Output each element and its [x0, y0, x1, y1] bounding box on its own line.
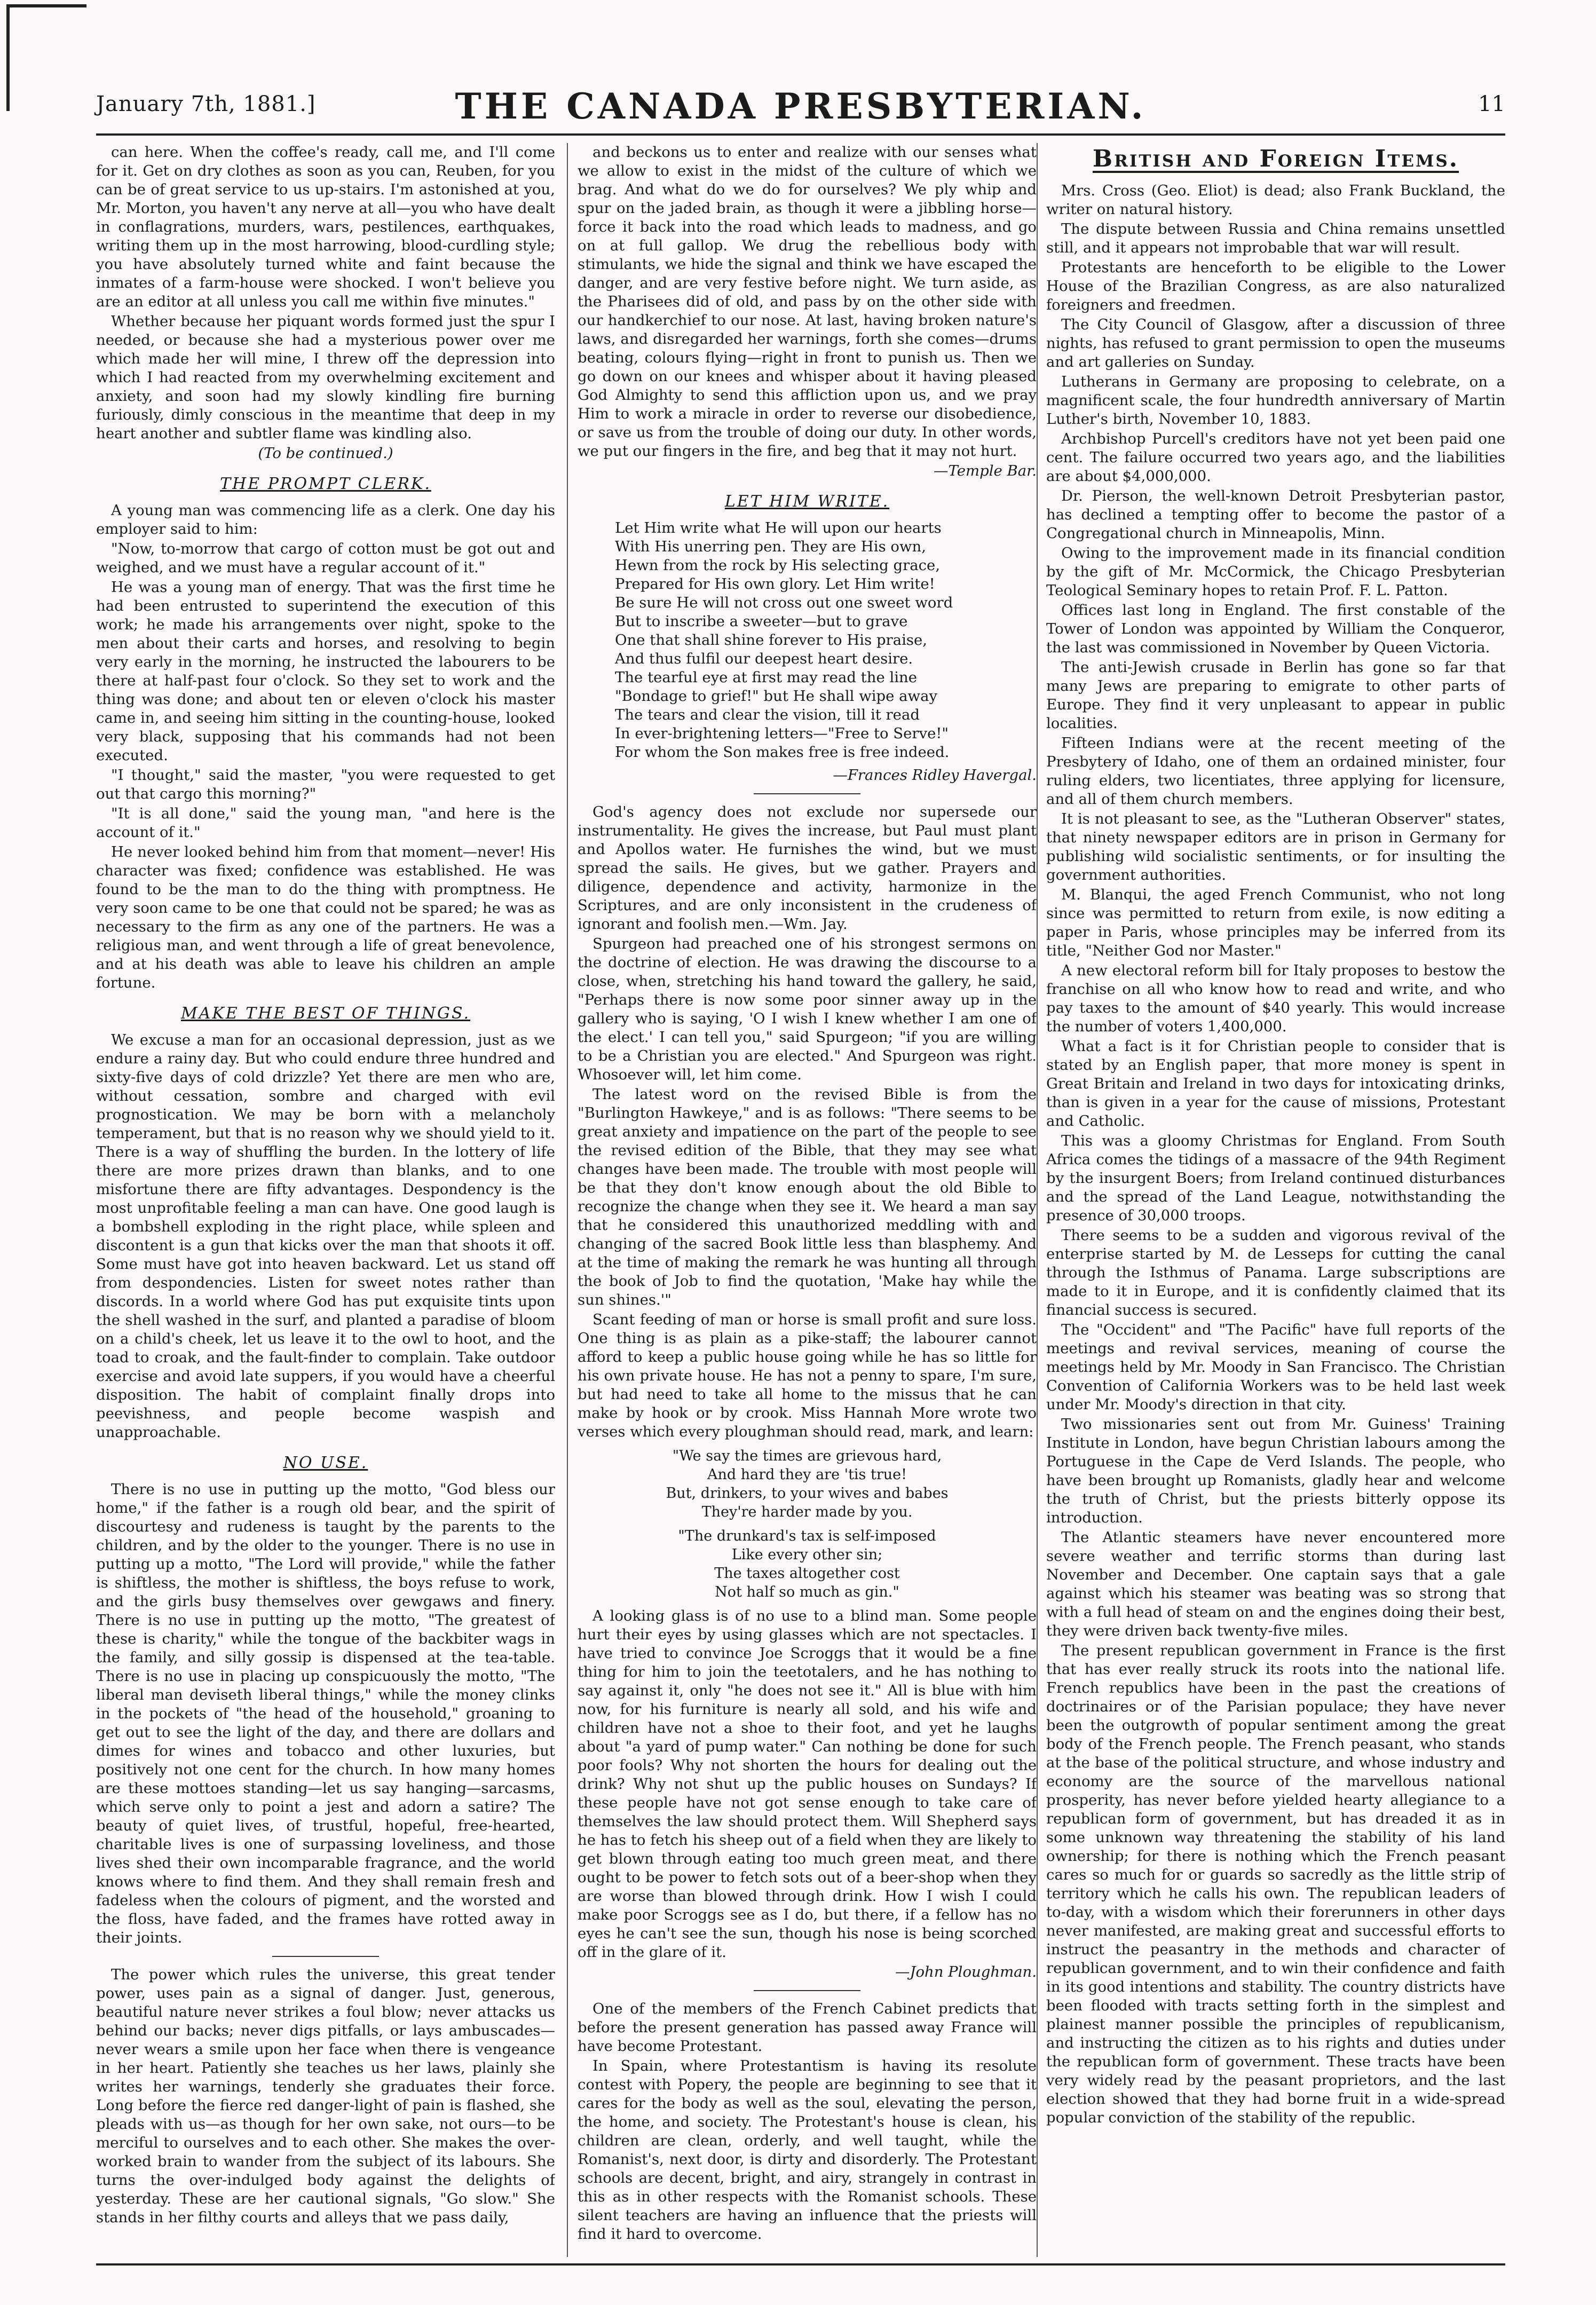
news-item: The Atlantic steamers have never encountered more severe weather and terrific storms than during last November and December. One captain says that a gale against which his steamer was beating was so strong that with a full head of steam on and the engines doing their best, they were driven back twenty-five miles. — [1046, 1529, 1505, 1639]
paragraph: There is no use in putting up the motto, "God bless our home," if the father is a rough old bear, and the spirit of discourtesy and rudeness is taught by the parents to the children, and by the older to the younger. There is no use in putting up a motto, "The Lord will provide," while the father is shiftless, the mother is shiftless, the boys refuse to work, and the girls busy themselves over gewgaws and finery. There is no use in putting up the motto, "The greatest of these is charity," while the tongue of the backbiter wags in the family, and silly gossip is dispensed at the tea-table. There is no use in placing up conspicuously the motto, "The liberal man deviseth liberal things," while the money clinks in the pockets of "the head of the household," groaning to get out to see the light of the day, and there are dollars and dimes for wines and tobacco and other luxuries, but positively not one cent for the church. In how many homes are these mottoes standing—let us say hanging—sarcasms, which serve only to point a jest and adorn a satire? The beauty of quiet lives, of trustful, hopeful, free-hearted, charitable lives is one of surpassing loveliness, and those lives shed their own incomparable fragrance, and the world knows where to find them. And they shall remain fresh and fadeless when the colours of pigment, and the worsted and the floss, have faded, and the frames have rotted away in their joints. — [96, 1481, 555, 1946]
news-item: The City Council of Glasgow, after a discussion of three nights, has refused to grant permission to open the museums and art galleries on Sunday. — [1046, 316, 1505, 370]
verse-line: "Bondage to grief!" but He shall wipe away — [615, 688, 938, 705]
source-credit: —Temple Bar. — [934, 462, 1037, 479]
verse-hannah-more-2 — [578, 1527, 1037, 1601]
paragraph: "I thought," said the master, "you were requested to get out that cargo this morning?" — [96, 767, 555, 802]
paragraph: We excuse a man for an occasional depression, just as we endure a rainy day. But who could endure three hundred and sixty-five days of cold drizzle? Yet there are men who are, without cessation, sombre and charged with evil prognostication. We may be born with a melancholy temperament, but that is no reason why we should yield to it. There is a way of shuffling the burden. In the lottery of life there are more prizes drawn than blanks, and to one misfortune there are fifty advantages. Despondency is the most unprofitable feeling a man can have. One good laugh is a bombshell exploding in the right place, while spleen and discontent is a gun that kicks over the man that shoots it off. Some must have got into heaven backward. Let us stand off from despondencies. Listen for sweet notes rather than discords. In a world where God has put exquisite tints upon the shell washed in the surf, and planted a paradise of bloom on a child's cheek, let us leave it to the owl to hoot, and the toad to croak, and the fault-finder to complain. Take outdoor exercise and avoid late suppers, if you would have a cheerful disposition. The habit of complaint finally drops into peevishness, and people become waspish and unapproachable. — [96, 1031, 555, 1441]
verse-line: For whom the Son makes free is free indeed. — [615, 744, 950, 761]
page-header — [96, 85, 1505, 128]
news-item: Archbishop Purcell's creditors have not yet been paid one cent. The failure occurred two years ago, and the liabilities are about $4,000,000. — [1046, 430, 1505, 485]
paragraph: The latest word on the revised Bible is from the "Burlington Hawkeye," and is as follows: "There seems to be great anxiety and impatience on the part of the people to see the revised edition of the Bible, that they may see what changes have been made. The trouble with most people will be that they don't know enough about the old Bible to recognize the change when they see it. We heard a man say that he considered this unauthorized meddling with and changing of the sacred Book little less than blasphemy. And at the time of making the remark he was hunting all through the book of Job to find the quotation, 'Make hay while the sun shines.'" — [578, 1086, 1037, 1308]
issue-date: January 7th, 1881.] — [96, 92, 316, 116]
story-continuation-2: Whether because her piquant words formed just the spur I needed, or because she had a mysterious power over me which made her will mine, I threw off the depression into which I had reacted from my overwhelming excitement and anxiety, and soon had my slowly kindling fire burning furiously, dimly conscious in the meantime that deep in my heart another and subtler flame was kindling also. — [96, 313, 555, 442]
verse-line: Be sure He will not cross out one sweet word — [615, 594, 953, 611]
column-right — [1046, 143, 1505, 2257]
news-item: The anti-Jewish crusade in Berlin has gone so far that many Jews are preparing to emigrate to other parts of Europe. They find it very unpleasant to appear in public localities. — [1046, 659, 1505, 732]
news-item: There seems to be a sudden and vigorous revival of the enterprise started by M. de Lesseps for cutting the canal through the Isthmus of Panama. Large subscriptions are made to it in Europe, and it is confidently claimed that its financial success is secured. — [1046, 1227, 1505, 1319]
paragraph: The power which rules the universe, this great tender power, uses pain as a signal of danger. Just, generous, beautiful nature never strikes a foul blow; never attacks us behind our backs; never digs pitfalls, or lays ambuscades—never wears a smile upon her face when there is vengeance in her heart. Patiently she teaches us her laws, plainly she writes her warnings, tenderly she graduates their force. Long before the fierce red danger-light of pain is flashed, she pleads with us—as though for her own sake, not ours—to be merciful to ourselves and to each other. She makes the over-worked brain to wander from the subject of its labours. She turns the over-indulged body against the delights of yesterday. These are her cautional signals, "Go slow." She stands in her filthy courts and alleys that we pass daily, — [96, 1966, 555, 2226]
paragraph: He never looked behind him from that moment—never! His character was fixed; confidence was established. He was found to be the man to do the thing with promptness. He very soon came to be one that could not be spared; he was as necessary to the firm as any one of the partners. He was a religious man, and went through a life of great benevolence, and at his death was able to leave his children an ample fortune. — [96, 843, 555, 991]
paragraph: He was a young man of energy. That was the first time he had been entrusted to superintend the execution of this work; he made his arrangements over night, spoke to the men about their carts and horses, and resolving to begin very early in the morning, he instructed the labourers to be there at half-past four o'clock. So they set to work and the thing was done; and about ten or eleven o'clock his master came in, and seeing him sitting in the counting-house, looked very black, supposing that his commands had not been executed. — [96, 579, 555, 764]
news-item: The present republican government in France is the first that has ever really struck its roots into the national life. French republics have been in the past the creations of doctrinaires or of the Parisian populace; they have never been the outgrowth of popular sentiment among the great body of the French people. The French peasant, who stands at the base of the political structure, and whose industry and economy are the source of the marvellous national prosperity, has never before yielded hearty allegiance to a republican form of government, but has dreaded it as in some unknown way threatening the stability of his land ownership; for there is nothing which the French peasant cares so much for or guards so sacredly as the little strip of territory which he calls his own. The republican leaders of to-day, with a wisdom which their forerunners in other days never manifested, are making great and successful efforts to instruct the peasantry in the methods and character of republican government, and to win their confidence and faith in its good intentions and stability. The country districts have been flooded with tracts setting forth in the simplest and plainest manner possible the principles of republicanism, and instructing the citizen as to his rights and duties under the republican form of government. These tracts have been very widely read by the peasant proprietors, and the last election showed that they had borne fruit in a wide-spread popular conviction of the stability of the republic. — [1046, 1642, 1505, 2126]
divider — [754, 1990, 860, 1991]
news-item: What a fact is it for Christian people to consider that is stated by an English paper, that more money is spent in Great Britain and Ireland in two days for intoxicating drinks, than is given in a year for the cause of missions, Protestant and Catholic. — [1046, 1038, 1505, 1130]
paragraph: Scant feeding of man or horse is small profit and sure loss. One thing is as plain as a pike-staff; the labourer cannot afford to keep a public house going while he has so little for his own private house. He has not a penny to spare, I'm sure, but had need to take all home to the missus that he can make by hook or by crook. Miss Hannah More wrote two verses which every ploughman should read, mark, and learn: — [578, 1311, 1037, 1440]
news-item: The "Occident" and "The Pacific" have full reports of the meetings and revival services, meaning of course the meetings held by Mr. Moody in San Francisco. The Christian Convention of California Workers was to be held last week under Mr. Moody's direction in that city. — [1046, 1321, 1505, 1413]
poem-author: —Frances Ridley Havergal. — [833, 767, 1037, 784]
story-continuation: can here. When the coffee's ready, call me, and I'll come for it. Get on dry clothes as soon as you can, Reuben, for you can be of great service to us up-stairs. I'm astonished at you, Mr. Morton, you haven't any nerve at all—you who have dealt in conflagrations, murders, wars, pestilences, earthquakes, writing them up in the most harrowing, blood-curdling style; you have absolutely turned white and faint because the inmates of a farm-house were shocked. I won't believe you are an editor at all unless you call me within five minutes." — [96, 144, 555, 310]
news-item: Owing to the improvement made in its financial condition by the gift of Mr. McCormick, the Chicago Presbyterian Teological Seminary hopes to retain Prof. F. L. Patton. — [1046, 544, 1505, 599]
verse-line: The tearful eye at first may read the line — [615, 669, 918, 686]
paragraph: God's agency does not exclude nor supersede our instrumentality. He gives the increase, but Paul must plant and Apollos water. He furnishes the wind, but we must spread the sails. He gives, but we gather. Prayers and diligence, dependence and activity, harmonize in the Scriptures, and are only inconsistent in the crudeness of ignorant and foolish men.—Wm. Jay. — [578, 803, 1037, 933]
corner-bracket — [6, 4, 86, 7]
page-number: 11 — [1478, 92, 1505, 116]
heading-prompt-clerk: THE PROMPT CLERK. — [220, 475, 431, 493]
verse-line: And hard they are 'tis true! — [707, 1466, 907, 1483]
header-rule — [96, 133, 1505, 136]
column-middle — [578, 143, 1037, 2257]
news-item: The dispute between Russia and China remains unsettled still, and it appears not improbable that war will result. — [1046, 220, 1505, 256]
news-item: Offices last long in England. The first constable of the Tower of London was appointed by William the Conqueror, the last was commissioned in November by Queen Victoria. — [1046, 602, 1505, 656]
verse-line: The taxes altogether cost — [714, 1565, 900, 1582]
verse-line: The tears and clear the vision, till it read — [615, 706, 920, 723]
news-item: This was a gloomy Christmas for England. From South Africa comes the tidings of a massacre of the 94th Regiment by the insurgent Boers; from Ireland continued disturbances and the spread of the Land League, notwithstanding the presence of 30,000 troops. — [1046, 1132, 1505, 1224]
news-item: A new electoral reform bill for Italy proposes to bestow the franchise on all who know how to read and write, and who pay taxes to the amount of $40 yearly. This would increase the number of voters 1,400,000. — [1046, 962, 1505, 1035]
news-item: Fifteen Indians were at the recent meeting of the Presbytery of Idaho, one of them an ordained minister, four ruling elders, two licentiates, three applying for licensure, and all of them church members. — [1046, 735, 1505, 808]
paragraph: and beckons us to enter and realize with our senses what we allow to exist in the midst of the culture of which we brag. And what do we do for ourselves? We ply whip and spur on the jaded brain, as though it were a jibbling horse—force it back into the road which leads to madness, and go on at full gallop. We drug the rebellious body with stimulants, we hide the signal and think we have escaped the danger, and are very festive before night. We turn aside, as the Pharisees did of old, and pass by on the other side with our handkerchief to our nose. At last, having broken nature's laws, and disregarded her warnings, forth she comes—drums beating, colours flying—right in front to punish us. Then we go down on our knees and whisper about it having pleased God Almighty to send this affliction upon us, and we pray Him to work a miracle in order to reverse our disobedience, or save us from the trouble of doing our duty. In other words, we put our fingers in the fire, and beg that it may not hurt. — [578, 144, 1037, 460]
poem-let-him-write — [578, 519, 1037, 762]
verse-line: "We say the times are grievous hard, — [672, 1448, 942, 1464]
verse-line: But, drinkers, to your wives and babes — [666, 1485, 949, 1502]
verse-line: And thus fulfil our deepest heart desire. — [615, 650, 913, 667]
section-title-british-foreign: British and Foreign Items. — [1092, 145, 1459, 172]
column-separator — [567, 143, 568, 2257]
heading-make-best: MAKE THE BEST OF THINGS. — [180, 1004, 471, 1023]
verse-line: Let Him write what He will upon our hearts — [615, 519, 942, 536]
heading-no-use: NO USE. — [283, 1454, 368, 1472]
paragraph: "It is all done," said the young man, "and here is the account of it." — [96, 805, 555, 841]
news-items-list — [1046, 181, 1505, 2127]
news-item: Dr. Pierson, the well-known Detroit Presbyterian pastor, has declined a tempting offer to become the pastor of a Congregational church in Minneapolis, Minn. — [1046, 487, 1505, 542]
verse-line: Not half so much as gin." — [715, 1584, 899, 1600]
divider — [272, 1956, 379, 1957]
news-item: M. Blanqui, the aged French Communist, who not long since was permitted to return from exile, is now editing a paper in Paris, whose principles may be inferred from its title, "Neither God nor Master." — [1046, 886, 1505, 959]
to-be-continued: (To be continued.) — [258, 445, 393, 462]
verse-hannah-more-1 — [578, 1447, 1037, 1521]
paragraph: "Now, to-morrow that cargo of cotton must be got out and weighed, and we must have a regular account of it." — [96, 540, 555, 576]
column-left — [96, 143, 555, 2257]
news-item: Mrs. Cross (Geo. Eliot) is dead; also Frank Buckland, the writer on natural history. — [1046, 182, 1505, 218]
verse-line: In ever-brightening letters—"Free to Serve!" — [615, 725, 949, 742]
news-item: Protestants are henceforth to be eligible to the Lower House of the Brazilian Congress, as are also naturalized foreigners and freedmen. — [1046, 259, 1505, 313]
verse-line: But to inscribe a sweeter—but to grave — [615, 613, 908, 630]
news-item: It is not pleasant to see, as the "Lutheran Observer" states, that ninety newspaper editors are in prison in Germany for publishing wild socialistic sentiments, or for insulting the government authorities. — [1046, 810, 1505, 883]
paragraph: A looking glass is of no use to a blind man. Some people hurt their eyes by using glasses which are not spectacles. I have tried to convince Joe Scroggs that it would be a fine thing for him to join the teetotalers, and he has nothing to say against it, only "he does not see it." All is blue with him now, for his furniture is nearly all sold, and his wife and children have not a shoe to their foot, and yet he laughs about "a yard of pump water." Can nothing be done for such poor fools? Why not shorten the hours for dealing out the drink? Why not shut up the public houses on Sundays? If these people have not got sense enough to take care of themselves the law should protect them. Will Shepherd says he has to fetch his sheep out of a field when they are likely to get blown through eating too much green meat, and there ought to be power to fetch sots out of a beer-shop when they are worse than blowed through drink. How I wish I could make poor Scroggs see as I do, but there, if a fellow has no eyes he can't see the sun, though his nose is being scorched off in the glare of it. — [578, 1607, 1037, 1961]
verse-line: Hewn from the rock by His selecting grace, — [615, 557, 941, 574]
footer-rule — [96, 2263, 1505, 2265]
news-item: Two missionaries sent out from Mr. Guiness' Training Institute in London, have begun Christian labours among the Portuguese in the Cape de Verd Islands. The people, who have been brought up Romanists, gladly hear and welcome the truth of Christ, but the priests bitterly oppose its introduction. — [1046, 1416, 1505, 1526]
paragraph: In Spain, where Protestantism is having its resolute contest with Popery, the people are beginning to see that it cares for the body as well as the soul, elevating the person, the home, and society. The Protestant's house is clean, his children are clean, orderly, and well taught, while the Romanist's, next door, is dirty and disorderly. The Protestant schools are decent, bright, and airy, strangely in contrast in this as in other respects with the Romanist schools. These silent teachers are having an influence that the priests will find it hard to overcome. — [578, 2057, 1037, 2243]
verse-line: They're harder made by you. — [701, 1504, 913, 1520]
heading-let-him-write: LET HIM WRITE. — [724, 492, 890, 511]
paragraph: One of the members of the French Cabinet predicts that before the present generation has passed away France will have become Protestant. — [578, 2000, 1037, 2055]
paragraph: Spurgeon had preached one of his strongest sermons on the doctrine of election. He was drawing the discourse to a close, when, stretching his hand toward the gallery, he said, "Perhaps there is now some poor sinner away up in the gallery who is saying, 'O I wish I knew whether I am one of the elect.' I can tell you," said Spurgeon; "if you are willing to be a Christian you are elected." And Spurgeon was right. Whosoever will, let him come. — [578, 935, 1037, 1083]
masthead-title: THE CANADA PRESBYTERIAN. — [455, 85, 1147, 127]
corner-bracket-vertical — [6, 4, 10, 111]
news-item: Lutherans in Germany are proposing to celebrate, on a magnificent scale, the four hundredth anniversary of Martin Luther's birth, November 10, 1883. — [1046, 373, 1505, 428]
verse-line: With His unerring pen. They are His own, — [615, 538, 926, 555]
paragraph: A young man was commencing life as a clerk. One day his employer said to him: — [96, 502, 555, 538]
verse-line: Prepared for His own glory. Let Him write! — [615, 575, 935, 593]
verse-line: Like every other sin; — [731, 1546, 883, 1563]
verse-line: "The drunkard's tax is self-imposed — [678, 1528, 936, 1544]
source-credit: —John Ploughman. — [895, 1963, 1037, 1980]
column-separator — [1037, 143, 1038, 2257]
verse-line: One that shall shine forever to His praise, — [615, 631, 928, 649]
divider — [754, 793, 860, 794]
